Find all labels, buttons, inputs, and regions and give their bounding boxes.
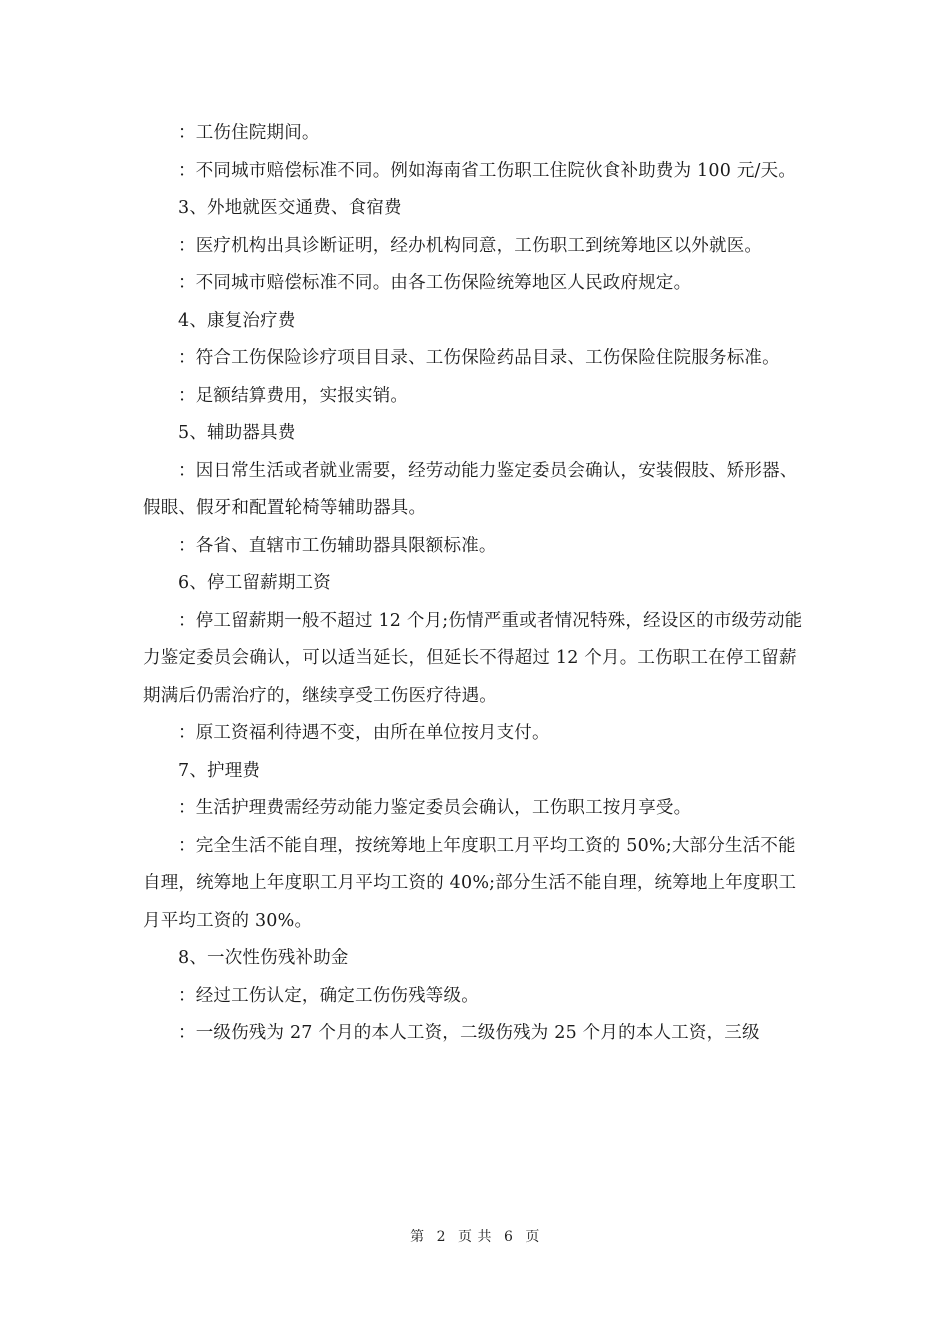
section-heading: 6、停工留薪期工资 (178, 573, 331, 593)
page-footer (0, 1226, 950, 1246)
section-heading: 7、护理费 (178, 760, 261, 781)
paragraph: ：完全生活不能自理，按统筹地上年度职工月平均工资的 50%;大部分生活不能自理，统筹地上年度职工月平均工资的 40%;部分生活不能自理，统筹地上年度职工月平均工资的 30%。 (143, 835, 797, 931)
section-heading: 3、外地就医交通费、食宿费 (178, 198, 402, 218)
paragraph: ：医疗机构出具诊断证明，经办机构同意，工伤职工到统筹地区以外就医。 (178, 235, 763, 256)
footer-prefix: 第 (410, 1229, 425, 1245)
footer-suffix: 页 (525, 1229, 540, 1245)
paragraph: ：不同城市赔偿标准不同。例如海南省工伤职工住院伙食补助费为 100 元/天。 (178, 160, 797, 181)
page-number: 2 (436, 1229, 447, 1245)
paragraph: ：各省、直辖市工伤辅助器具限额标准。 (178, 535, 497, 556)
paragraph: ：一级伤残为 27 个月的本人工资，二级伤残为 25 个月的本人工资，三级 (178, 1023, 760, 1043)
section-heading: 5、辅助器具费 (178, 423, 296, 443)
paragraph: ：生活护理费需经劳动能力鉴定委员会确认，工伤职工按月享受。 (178, 798, 692, 818)
paragraph: ：停工留薪期一般不超过 12 个月;伤情严重或者情况特殊，经设区的市级劳动能力鉴定委员会确认，可以适当延长，但延长不得超过 12 个月。工伤职工在停工留薪期满后仍需治疗的，继续享受工伤医疗待遇。 (143, 610, 803, 706)
paragraph: ：经过工伤认定，确定工伤伤残等级。 (178, 985, 479, 1006)
section-heading: 4、康复治疗费 (178, 310, 296, 331)
paragraph: ：不同城市赔偿标准不同。由各工伤保险统筹地区人民政府规定。 (178, 273, 692, 293)
paragraph: ：原工资福利待遇不变，由所在单位按月支付。 (178, 723, 550, 743)
paragraph: ：因日常生活或者就业需要，经劳动能力鉴定委员会确认，安装假肢、矫形器、假眼、假牙和配置轮椅等辅助器具。 (143, 460, 798, 518)
paragraph: ：足额结算费用，实报实销。 (178, 385, 409, 406)
paragraph: ：工伤住院期间。 (178, 123, 320, 143)
paragraph: ：符合工伤保险诊疗项目目录、工伤保险药品目录、工伤保险住院服务标准。 (178, 348, 780, 368)
total-pages: 6 (503, 1229, 514, 1245)
document-body (143, 115, 803, 1053)
section-heading: 8、一次性伤残补助金 (178, 948, 349, 968)
footer-middle: 页 共 (458, 1229, 492, 1245)
